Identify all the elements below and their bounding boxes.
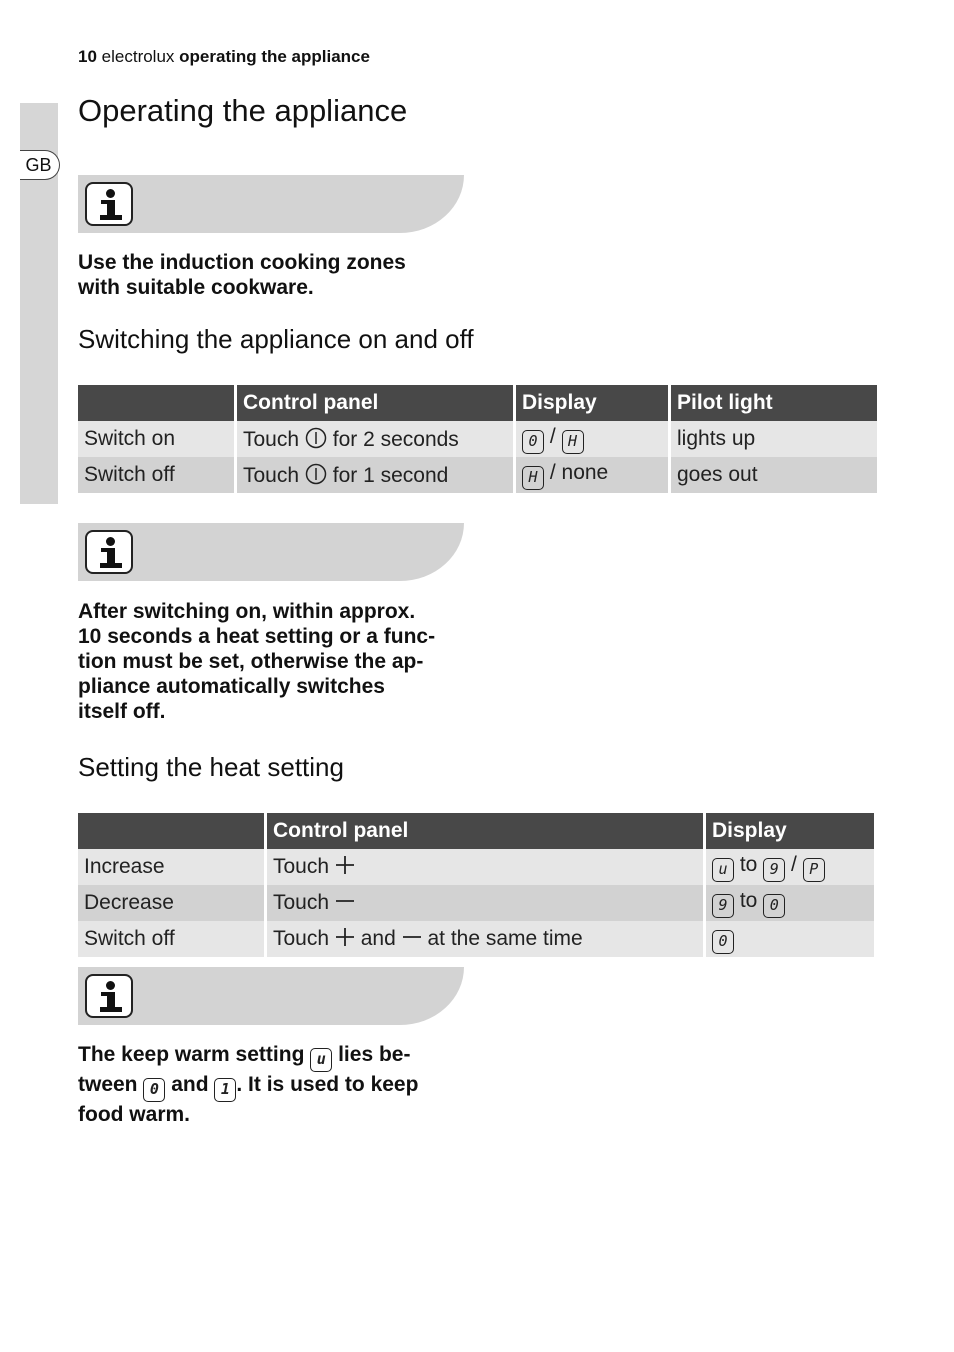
info-note: The keep warm setting u lies be- tween 0 and 1 . It is used to keep food warm. (78, 1043, 419, 1126)
display-digit: P (803, 858, 825, 882)
display-digit: 0 (522, 430, 544, 454)
plus-icon (335, 855, 355, 875)
info-icon (85, 530, 133, 574)
brand-name: electrolux (101, 47, 175, 66)
table-header-row: Control panel Display Pilot light (78, 385, 877, 421)
section-title: Setting the heat setting (78, 752, 344, 782)
info-banner (78, 175, 464, 233)
display-digit: 0 (712, 930, 734, 954)
info-icon (85, 974, 133, 1018)
running-header (78, 47, 370, 67)
info-note: After switching on, within approx. 10 seconds a heat setting or a func- tion must be set, otherwise the ap- pliance automatically switches itself off. (78, 600, 436, 723)
table-row: Switch off Touch for 1 second H / none goes out (78, 457, 877, 493)
display-digit: 0 (763, 894, 785, 918)
section-title: Switching the appliance on and off (78, 324, 474, 354)
info-icon (85, 182, 133, 226)
display-digit: 0 (143, 1078, 165, 1102)
power-icon (305, 427, 327, 449)
display-digit: 9 (763, 858, 785, 882)
display-digit: 9 (712, 894, 734, 918)
table-header-row: Control panel Display (78, 813, 874, 849)
power-icon (305, 463, 327, 485)
table-row: Switch on Touch for 2 seconds 0 / H lights up (78, 421, 877, 457)
section-name: operating the appliance (179, 47, 370, 66)
switch-table (75, 385, 880, 493)
plus-icon (335, 927, 355, 947)
table-row: Increase Touch u to 9 / P (78, 849, 874, 885)
display-digit: H (522, 466, 544, 490)
language-tab-label: GB (25, 154, 52, 175)
page-title: Operating the appliance (78, 93, 408, 128)
display-digit: u (310, 1048, 332, 1072)
heat-setting-table (75, 813, 877, 957)
table-row: Switch off Touch and at the same time 0 (78, 921, 874, 957)
display-digit: H (562, 430, 584, 454)
language-tab (20, 150, 60, 180)
info-banner (78, 523, 464, 581)
page-number: 10 (78, 47, 97, 66)
info-note: Use the induction cooking zones with suitable cookware. (78, 251, 406, 299)
info-banner (78, 967, 464, 1025)
minus-icon (402, 927, 422, 947)
minus-icon (335, 891, 355, 911)
table-row: Decrease Touch 9 to 0 (78, 885, 874, 921)
display-digit: 1 (214, 1078, 236, 1102)
display-digit: u (712, 858, 734, 882)
